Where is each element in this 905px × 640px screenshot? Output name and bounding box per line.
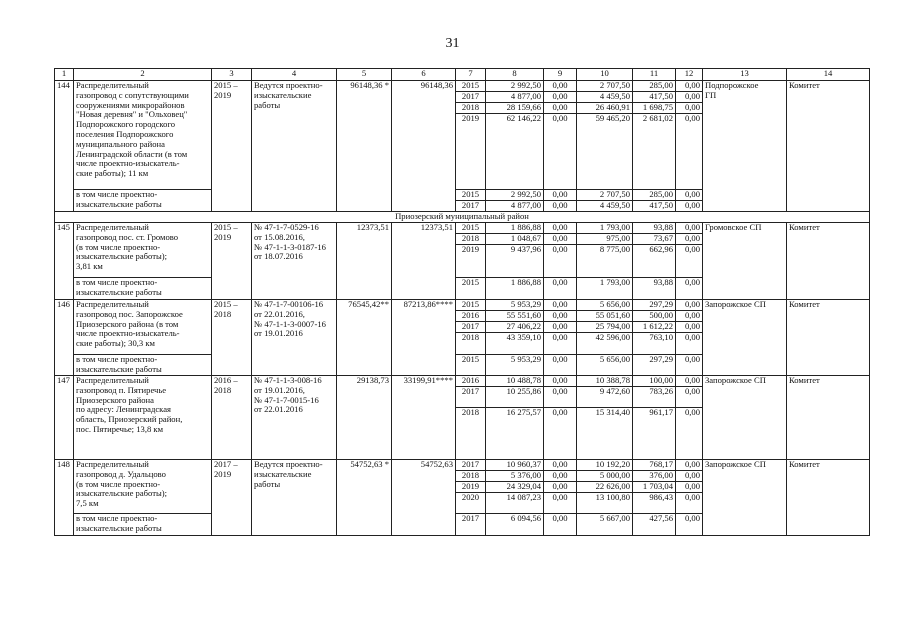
year-cell: 2017 [456,387,486,408]
object-name: Распределительный газопровод пос. Запорожское Приозерского района (в том числе проектно-изыскатель- ские работы); 30,3 км [74,300,212,355]
federal-cell: 0,00 [544,493,577,514]
local-cell: 297,29 [633,355,676,376]
federal-cell: 0,00 [544,311,577,322]
other-cell: 0,00 [676,408,703,460]
column-header: 4 [252,69,337,81]
year-cell: 2018 [456,408,486,460]
executor: Комитет [787,300,870,376]
other-cell: 0,00 [676,514,703,536]
local-cell: 297,29 [633,300,676,311]
local-cell: 1 698,75 [633,103,676,114]
row145-row [55,223,870,234]
year-cell: 2015 [456,190,486,201]
regional-cell: 5 000,00 [577,471,633,482]
municipality: Запорожское СП [703,300,787,376]
regional-cell: 4 459,50 [577,92,633,103]
including-survey-label: в том числе проектно- изыскательские работы [74,278,212,300]
including-survey-label: в том числе проектно- изыскательские работы [74,355,212,376]
local-cell: 1 612,22 [633,322,676,333]
federal-cell: 0,00 [544,471,577,482]
regional-cell: 55 051,60 [577,311,633,322]
year-cell: 2015 [456,223,486,234]
other-cell: 0,00 [676,387,703,408]
federal-cell: 0,00 [544,387,577,408]
total-cell: 6 094,56 [486,514,544,536]
row144-row [55,81,870,92]
regional-cell: 9 472,60 [577,387,633,408]
regional-cell: 2 707,50 [577,81,633,92]
federal-cell: 0,00 [544,92,577,103]
municipality: Запорожское СП [703,460,787,536]
object-name: Распределительный газопровод пос. ст. Громово (в том числе проектно- изыскательские работы); 3,81 км [74,223,212,278]
federal-cell: 0,00 [544,114,577,190]
local-cell: 2 681,02 [633,114,676,190]
year-cell: 2017 [456,201,486,212]
regional-cell: 5 656,00 [577,300,633,311]
other-cell: 0,00 [676,482,703,493]
total-cell: 2 992,50 [486,81,544,92]
object-number: 147 [55,376,74,460]
local-cell: 768,17 [633,460,676,471]
total-cell: 5 953,29 [486,300,544,311]
executor: Комитет [787,81,870,212]
year-cell: 2019 [456,114,486,190]
federal-cell: 0,00 [544,201,577,212]
estimated-cost: 12373,51 [337,223,392,300]
column-header: 11 [633,69,676,81]
year-cell: 2017 [456,92,486,103]
total-cell: 27 406,22 [486,322,544,333]
other-cell: 0,00 [676,81,703,92]
section-title: Приозерский муниципальный район [55,212,870,223]
local-cell: 662,96 [633,245,676,278]
cost-current-prices: 12373,51 [392,223,456,300]
investment-table [54,68,870,536]
year-cell: 2019 [456,482,486,493]
federal-cell: 0,00 [544,278,577,300]
year-cell: 2017 [456,460,486,471]
year-cell: 2015 [456,355,486,376]
regional-cell: 5 667,00 [577,514,633,536]
regional-cell: 25 794,00 [577,322,633,333]
local-cell: 93,88 [633,223,676,234]
federal-cell: 0,00 [544,355,577,376]
regional-cell: 5 656,00 [577,355,633,376]
local-cell: 285,00 [633,190,676,201]
project-document: Ведутся проектно- изыскательские работы [252,81,337,212]
estimated-cost: 54752,63 * [337,460,392,536]
federal-cell: 0,00 [544,322,577,333]
local-cell: 1 703,04 [633,482,676,493]
object-number: 145 [55,223,74,300]
municipality: Запорожское СП [703,376,787,460]
total-cell: 4 877,00 [486,201,544,212]
including-survey-label: в том числе проектно- изыскательские работы [74,190,212,212]
regional-cell: 42 596,00 [577,333,633,355]
column-header: 5 [337,69,392,81]
regional-cell: 26 460,91 [577,103,633,114]
federal-cell: 0,00 [544,190,577,201]
column-header: 3 [212,69,252,81]
other-cell: 0,00 [676,355,703,376]
project-document: № 47-1-7-00106-16 от 22.01.2016, № 47-1-1-3-0007-16 от 19.01.2016 [252,300,337,376]
regional-cell: 10 388,78 [577,376,633,387]
local-cell: 500,00 [633,311,676,322]
year-cell: 2020 [456,493,486,514]
estimated-cost: 29138,73 [337,376,392,460]
other-cell: 0,00 [676,201,703,212]
executor: Комитет [787,460,870,536]
other-cell: 0,00 [676,460,703,471]
regional-cell: 4 459,50 [577,201,633,212]
object-name: Распределительный газопровод д. Удальцово (в том числе проектно- изыскательские работы); 7,5 км [74,460,212,514]
period: 2015 – 2019 [212,223,252,300]
period: 2016 – 2018 [212,376,252,460]
page-number: 31 [445,36,460,51]
local-cell: 417,50 [633,201,676,212]
executor: Комитет [787,376,870,460]
total-cell: 1 886,88 [486,278,544,300]
column-header: 7 [456,69,486,81]
year-cell: 2016 [456,376,486,387]
column-header: 1 [55,69,74,81]
federal-cell: 0,00 [544,223,577,234]
total-cell: 62 146,22 [486,114,544,190]
total-cell: 10 488,78 [486,376,544,387]
period: 2015 – 2019 [212,81,252,212]
project-document: № 47-1-7-0529-16 от 15.08.2016, № 47-1-1-3-0187-16 от 18.07.2016 [252,223,337,300]
regional-cell: 1 793,00 [577,223,633,234]
executor: Комитет [787,223,870,300]
total-cell: 55 551,60 [486,311,544,322]
federal-cell: 0,00 [544,245,577,278]
local-cell: 427,56 [633,514,676,536]
total-cell: 43 359,10 [486,333,544,355]
regional-cell: 1 793,00 [577,278,633,300]
row148-row [55,460,870,471]
year-cell: 2017 [456,322,486,333]
other-cell: 0,00 [676,234,703,245]
object-number: 148 [55,460,74,536]
estimated-cost: 96148,36 * [337,81,392,212]
total-cell: 10 255,86 [486,387,544,408]
other-cell: 0,00 [676,223,703,234]
year-cell: 2016 [456,311,486,322]
other-cell: 0,00 [676,190,703,201]
total-cell: 5 376,00 [486,471,544,482]
federal-cell: 0,00 [544,408,577,460]
federal-cell: 0,00 [544,103,577,114]
cost-current-prices: 87213,86**** [392,300,456,376]
other-cell: 0,00 [676,103,703,114]
federal-cell: 0,00 [544,234,577,245]
object-number: 146 [55,300,74,376]
federal-cell: 0,00 [544,514,577,536]
local-cell: 100,00 [633,376,676,387]
row146-row [55,300,870,311]
total-cell: 28 159,66 [486,103,544,114]
federal-cell: 0,00 [544,300,577,311]
federal-cell: 0,00 [544,333,577,355]
other-cell: 0,00 [676,333,703,355]
federal-cell: 0,00 [544,376,577,387]
estimated-cost: 76545,42** [337,300,392,376]
other-cell: 0,00 [676,278,703,300]
year-cell: 2019 [456,245,486,278]
cost-current-prices: 96148,36 [392,81,456,212]
total-cell: 1 048,67 [486,234,544,245]
other-cell: 0,00 [676,114,703,190]
local-cell: 285,00 [633,81,676,92]
year-cell: 2017 [456,514,486,536]
other-cell: 0,00 [676,322,703,333]
total-cell: 9 437,96 [486,245,544,278]
regional-cell: 10 192,20 [577,460,633,471]
year-cell: 2018 [456,471,486,482]
column-header: 2 [74,69,212,81]
regional-cell: 975,00 [577,234,633,245]
column-header: 14 [787,69,870,81]
period: 2015 – 2018 [212,300,252,376]
local-cell: 763,10 [633,333,676,355]
local-cell: 376,00 [633,471,676,482]
header-row [55,69,870,81]
including-survey-label: в том числе проектно- изыскательские работы [74,514,212,536]
local-cell: 961,17 [633,408,676,460]
local-cell: 986,43 [633,493,676,514]
other-cell: 0,00 [676,245,703,278]
column-header: 6 [392,69,456,81]
cost-current-prices: 33199,91**** [392,376,456,460]
project-document: № 47-1-1-3-008-16 от 19.01.2016, № 47-1-7-0015-16 от 22.01.2016 [252,376,337,460]
total-cell: 4 877,00 [486,92,544,103]
total-cell: 24 329,04 [486,482,544,493]
cost-current-prices: 54752,63 [392,460,456,536]
total-cell: 14 087,23 [486,493,544,514]
total-cell: 2 992,50 [486,190,544,201]
total-cell: 16 275,57 [486,408,544,460]
regional-cell: 8 775,00 [577,245,633,278]
municipality: Подпорожское ГП [703,81,787,212]
year-cell: 2018 [456,103,486,114]
total-cell: 10 960,37 [486,460,544,471]
federal-cell: 0,00 [544,81,577,92]
total-cell: 5 953,29 [486,355,544,376]
object-name: Распределительный газопровод с сопутствующими сооружениями микрорайонов "Новая деревня" и "Ольховец" Подпорожского городского поселения Подпорожского муниципального района Ленинградской области (в том числе проектно-изыскатель- ские работы); 11 км [74,81,212,190]
object-number: 144 [55,81,74,212]
total-cell: 1 886,88 [486,223,544,234]
other-cell: 0,00 [676,493,703,514]
regional-cell: 59 465,20 [577,114,633,190]
period: 2017 – 2019 [212,460,252,536]
year-cell: 2015 [456,278,486,300]
column-header: 8 [486,69,544,81]
object-name: Распределительный газопровод п. Пятиречье Приозерского района по адресу: Ленинградская область, Приозерский район, пос. Пятиречье; 13,8 км [74,376,212,460]
municipality: Громовское СП [703,223,787,300]
regional-cell: 2 707,50 [577,190,633,201]
row147-row [55,376,870,387]
other-cell: 0,00 [676,376,703,387]
column-header: 13 [703,69,787,81]
year-cell: 2015 [456,81,486,92]
federal-cell: 0,00 [544,460,577,471]
section-row [55,212,870,223]
local-cell: 73,67 [633,234,676,245]
other-cell: 0,00 [676,311,703,322]
year-cell: 2015 [456,300,486,311]
regional-cell: 22 626,00 [577,482,633,493]
regional-cell: 15 314,40 [577,408,633,460]
regional-cell: 13 100,80 [577,493,633,514]
other-cell: 0,00 [676,92,703,103]
local-cell: 783,26 [633,387,676,408]
year-cell: 2018 [456,234,486,245]
year-cell: 2018 [456,333,486,355]
column-header: 10 [577,69,633,81]
project-document: Ведутся проектно- изыскательские работы [252,460,337,536]
column-header: 9 [544,69,577,81]
local-cell: 417,50 [633,92,676,103]
local-cell: 93,88 [633,278,676,300]
column-header: 12 [676,69,703,81]
other-cell: 0,00 [676,300,703,311]
other-cell: 0,00 [676,471,703,482]
federal-cell: 0,00 [544,482,577,493]
